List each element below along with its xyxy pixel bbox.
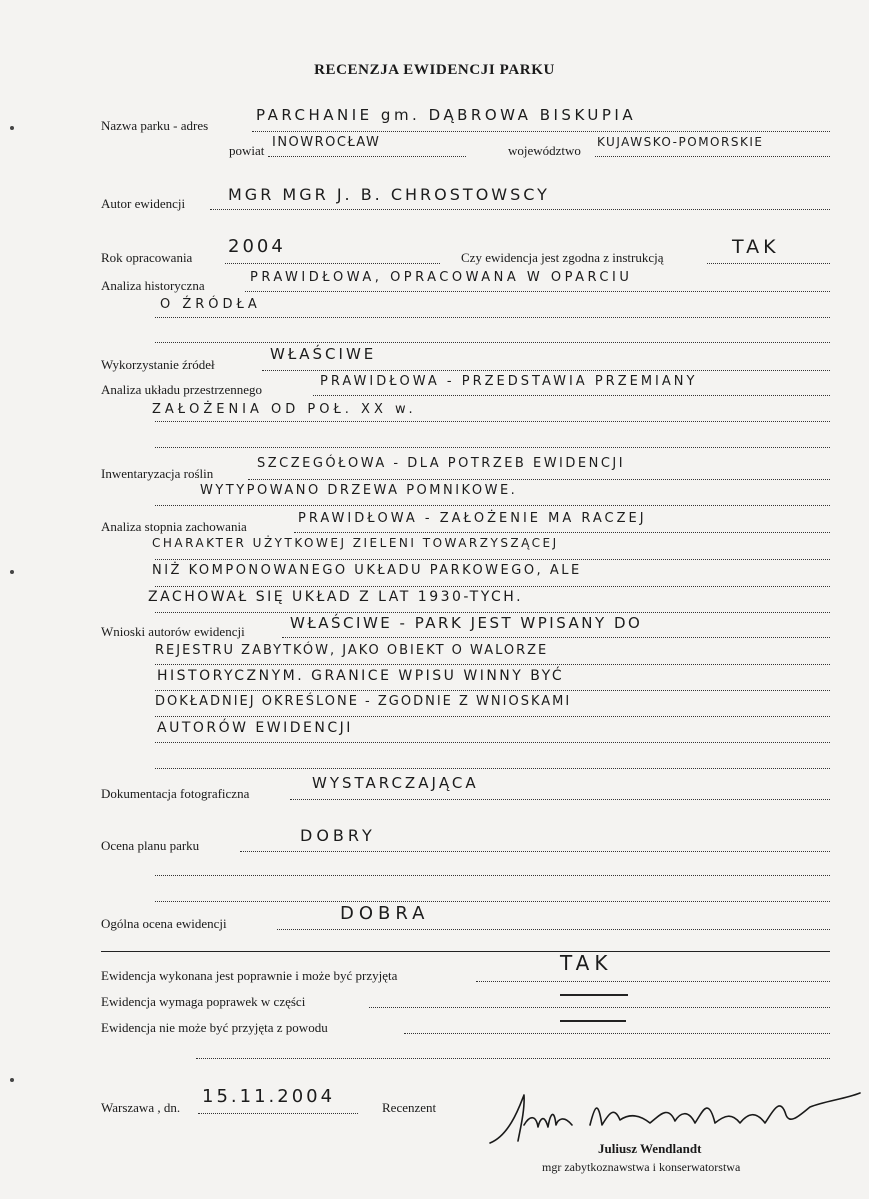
- preservation-line-4: [155, 612, 830, 613]
- date-line: [198, 1113, 358, 1114]
- sources-label: Wykorzystanie źródeł: [101, 357, 215, 372]
- conclusions-value-2: REJESTRU ZABYTKÓW, JAKO OBIEKT O WALORZE: [155, 643, 549, 658]
- conclusions-line-3: [155, 690, 830, 691]
- plan-line-2: [155, 875, 830, 876]
- accepted-value: TAK: [560, 951, 613, 975]
- photo-label: Dokumentacja fotograficzna: [101, 786, 250, 801]
- preservation-value-4: ZACHOWAŁ SIĘ UKŁAD Z LAT 1930-TYCH.: [148, 589, 524, 605]
- reviewer-label: Recenzent: [382, 1100, 437, 1115]
- plan-line-3: [155, 901, 830, 902]
- preservation-line-2: [155, 559, 830, 560]
- plan-line-1: [240, 851, 830, 852]
- preservation-value-1: PRAWIDŁOWA - ZAŁOŻENIE MA RACZEJ: [298, 511, 647, 526]
- photo-value: WYSTARCZAJĄCA: [312, 774, 479, 792]
- year-label: Rok opracowania: [101, 250, 193, 265]
- conclusions-value-4: DOKŁADNIEJ OKREŚLONE - ZGODNIE Z WNIOSKAMI: [155, 694, 572, 709]
- partial-label: Ewidencja wymaga poprawek w części: [101, 994, 306, 1009]
- conclusions-value-1: WŁAŚCIWE - PARK JEST WPISANY DO: [290, 614, 643, 632]
- rejected-dash: [560, 1020, 626, 1022]
- photo-line: [290, 799, 830, 800]
- rejected-line-2: [196, 1058, 830, 1059]
- historical-label: Analiza historyczna: [101, 278, 205, 293]
- plan-value: DOBRY: [300, 826, 376, 845]
- plan-label: Ocena planu parku: [101, 838, 200, 853]
- preservation-line-3: [155, 586, 830, 587]
- compliance-label: Czy ewidencja jest zgodna z instrukcją: [461, 250, 664, 265]
- compliance-line: [707, 263, 830, 264]
- conclusions-value-3: HISTORYCZNYM. GRANICE WPISU WINNY BYĆ: [157, 668, 565, 684]
- punch-mark: [10, 570, 14, 574]
- spatial-label: Analiza układu przestrzennego: [101, 382, 262, 397]
- section-divider: [101, 951, 830, 952]
- preservation-value-2: CHARAKTER UŻYTKOWEJ ZIELENI TOWARZYSZĄCEJ: [152, 536, 559, 550]
- sources-value: WŁAŚCIWE: [270, 345, 377, 363]
- plants-line-2: [155, 505, 830, 506]
- reviewer-name: Juliusz Wendlandt: [598, 1141, 702, 1156]
- historical-value-2: O ŹRÓDŁA: [160, 297, 261, 312]
- punch-mark: [10, 126, 14, 130]
- partial-dash: [560, 994, 628, 996]
- overall-value: DOBRA: [340, 903, 430, 924]
- district-value: INOWROCŁAW: [272, 135, 381, 150]
- author-line: [210, 209, 830, 210]
- historical-line-3: [155, 342, 830, 343]
- accepted-line: [476, 981, 830, 982]
- place-label: Warszawa , dn.: [101, 1100, 181, 1115]
- historical-line-2: [155, 317, 830, 318]
- year-line: [225, 263, 440, 264]
- conclusions-line-1: [282, 637, 830, 638]
- conclusions-line-6: [155, 768, 830, 769]
- plants-line-1: [248, 479, 830, 480]
- spatial-value-1: PRAWIDŁOWA - PRZEDSTAWIA PRZEMIANY: [320, 374, 698, 389]
- plants-value-1: SZCZEGÓŁOWA - DLA POTRZEB EWIDENCJI: [257, 456, 626, 471]
- historical-line-1: [245, 291, 830, 292]
- park-name-value: PARCHANIE gm. DĄBROWA BISKUPIA: [256, 106, 637, 124]
- park-name-line: [252, 131, 830, 132]
- spatial-value-2: ZAŁOŻENIA OD POŁ. XX w.: [152, 402, 417, 417]
- author-value: MGR MGR J. B. CHROSTOWSCY: [228, 185, 550, 204]
- conclusions-label: Wnioski autorów ewidencji: [101, 624, 245, 639]
- plants-value-2: WYTYPOWANO DRZEWA POMNIKOWE.: [200, 483, 518, 498]
- preservation-label: Analiza stopnia zachowania: [101, 519, 247, 534]
- overall-line: [277, 929, 830, 930]
- district-label: powiat: [229, 143, 265, 158]
- overall-label: Ogólna ocena ewidencji: [101, 916, 227, 931]
- rejected-label: Ewidencja nie może być przyjęta z powodu: [101, 1020, 328, 1035]
- accepted-label: Ewidencja wykonana jest poprawnie i może być przyjęta: [101, 968, 398, 983]
- partial-line: [369, 1007, 830, 1008]
- author-label: Autor ewidencji: [101, 196, 186, 211]
- conclusions-line-4: [155, 716, 830, 717]
- park-name-label: Nazwa parku - adres: [101, 118, 209, 133]
- voivodeship-line: [595, 156, 830, 157]
- spatial-line-2: [155, 421, 830, 422]
- conclusions-line-5: [155, 742, 830, 743]
- sources-line: [262, 370, 830, 371]
- conclusions-line-2: [155, 664, 830, 665]
- historical-value-1: PRAWIDŁOWA, OPRACOWANA W OPARCIU: [250, 270, 633, 285]
- date-value: 15.11.2004: [202, 1086, 336, 1107]
- reviewer-title: mgr zabytkoznawstwa i konserwatorstwa: [542, 1160, 741, 1174]
- plants-label: Inwentaryzacja roślin: [101, 466, 214, 481]
- preservation-value-3: NIŻ KOMPONOWANEGO UKŁADU PARKOWEGO, ALE: [152, 563, 582, 578]
- voivodeship-label: województwo: [508, 143, 581, 158]
- compliance-value: TAK: [732, 236, 780, 258]
- district-line: [268, 156, 466, 157]
- conclusions-value-5: AUTORÓW EWIDENCJI: [157, 720, 353, 736]
- voivodeship-value: KUJAWSKO-POMORSKIE: [597, 135, 764, 149]
- preservation-line-1: [294, 532, 830, 533]
- rejected-line-1: [404, 1033, 830, 1034]
- form-title: RECENZJA EWIDENCJI PARKU: [314, 62, 555, 78]
- spatial-line-1: [313, 395, 830, 396]
- spatial-line-3: [155, 447, 830, 448]
- punch-mark: [10, 1078, 14, 1082]
- year-value: 2004: [228, 236, 286, 257]
